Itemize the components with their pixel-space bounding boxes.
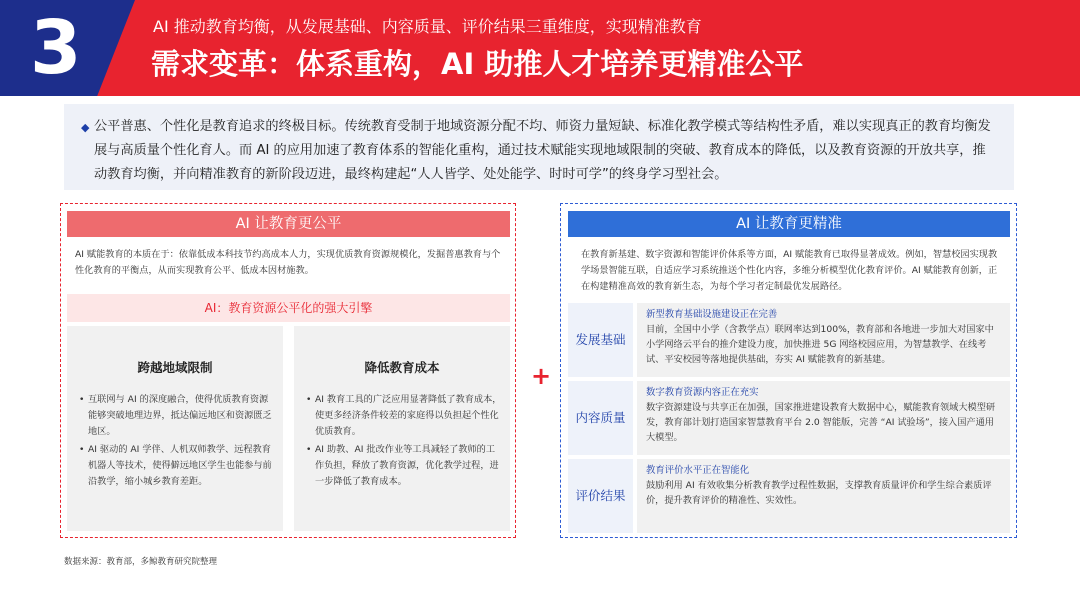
precision-panel-title: AI 让教育更精准: [568, 211, 1010, 237]
page-subtitle: AI 推动教育均衡，从发展基础、内容质量、评价结果三重维度，实现精准教育: [153, 17, 702, 36]
plus-icon: +: [531, 362, 552, 390]
precision-description: 在教育新基建、数字资源和智能评价体系等方面，AI 赋能教育已取得显著成效。例如，智慧校园实现教学场景智能互联，自适应学习系统推送个性化内容，多维分析模型优化教育评价。AI 赋能教育创新，正在构建精准高效的教育新生态，为每个学习者定制最优发展路径。: [581, 249, 998, 292]
row-body: [637, 459, 1010, 533]
list-item: • AI 助教、AI 批改作业等工具减轻了教师的工作负担，释放了教育资源，优化教学过程，进一步降低了教育成本。: [306, 442, 502, 490]
row-label: 发展基础: [568, 303, 633, 377]
row-label: 评价结果: [568, 459, 633, 533]
fairness-panel: [60, 203, 516, 538]
list-item: • AI 驱动的 AI 学伴、人机双师教学、远程教育机器人等技术，使得僻远地区学生也能参与前沿教学，缩小城乡教育差距。: [79, 442, 275, 490]
list-item: • AI 教育工具的广泛应用显著降低了教育成本，使更多经济条件较差的家庭得以负担起个性化优质教育。: [306, 392, 502, 440]
header-banner: [0, 0, 1080, 96]
card-bullet-list: [306, 392, 502, 492]
row-body: [637, 303, 1010, 377]
diamond-bullet-icon: ◆: [81, 121, 90, 134]
intro-box: [64, 104, 1014, 190]
row-text: 鼓励利用 AI 有效收集分析教育教学过程性数据，支撑教育质量评价和学生综合素质评价，提升教育评价的精准性、实效性。: [646, 480, 992, 506]
fairness-panel-title: AI 让教育更公平: [67, 211, 510, 237]
fairness-subtitle: AI：教育资源公平化的强大引擎: [67, 294, 510, 322]
card-title: 降低教育成本: [364, 360, 440, 375]
row-title: 数字教育资源内容正在充实: [646, 387, 759, 398]
fairness-description: AI 赋能教育的本质在于：依靠低成本科技节约高成本人力，实现优质教育资源规模化，发掘普惠教育与个性化教育的平衡点，从而实现教育公平、低成本因材施教。: [75, 249, 501, 276]
data-source-note: 数据来源：教育部，多鲸教育研究院整理: [64, 557, 218, 567]
card-bullet-list: [79, 392, 275, 492]
precision-panel: [560, 203, 1017, 538]
page-title: 需求变革：体系重构，AI 助推人才培养更精准公平: [151, 47, 804, 81]
row-title: 新型教育基础设施建设正在完善: [646, 309, 778, 320]
card-title: 跨越地域限制: [137, 360, 213, 375]
row-text: 目前，全国中小学（含教学点）联网率达到100%，教育部和各地进一步加大对国家中小学网络云平台的推介建设力度，加快推进 5G 网络校园应用，为智慧教学、在线考试、平安校园等落地提供基础，夯实 AI 赋能教育的新基建。: [646, 324, 994, 365]
row-development-base: [568, 303, 1010, 377]
list-item: • 互联网与 AI 的深度融合，使得优质教育资源能够突破地理边界，抵达偏远地区和资源匮乏地区。: [79, 392, 275, 440]
row-evaluation: [568, 459, 1010, 533]
row-label: 内容质量: [568, 381, 633, 455]
intro-text: 公平普惠、个性化是教育追求的终极目标。传统教育受制于地域资源分配不均、师资力量短缺、标准化教学模式等结构性矛盾，难以实现真正的教育均衡发展与高质量个性化育人。而 AI 的应用加速了教育体系的智能化重构，通过技术赋能实现地域限制的突破、教育成本的降低，以及教育资源的开放共享，推动教育均衡，并向精准教育的新阶段迈进，最终构建起“人人皆学、处处能学、时时可学”的终身学习型社会。: [94, 119, 991, 182]
row-body: [637, 381, 1010, 455]
row-text: 数字资源建设与共享正在加强，国家推进建设教育大数据中心，赋能教育领域大模型研发，教育部计划打造国家智慧教育平台 2.0 智能版，完善 “AI 试验场”，接入国产通用大模型。: [646, 402, 996, 443]
card-cross-region: [67, 326, 283, 531]
section-number: 3: [30, 5, 82, 91]
row-content-quality: [568, 381, 1010, 455]
card-lower-cost: [294, 326, 510, 531]
row-title: 教育评价水平正在智能化: [646, 465, 750, 476]
